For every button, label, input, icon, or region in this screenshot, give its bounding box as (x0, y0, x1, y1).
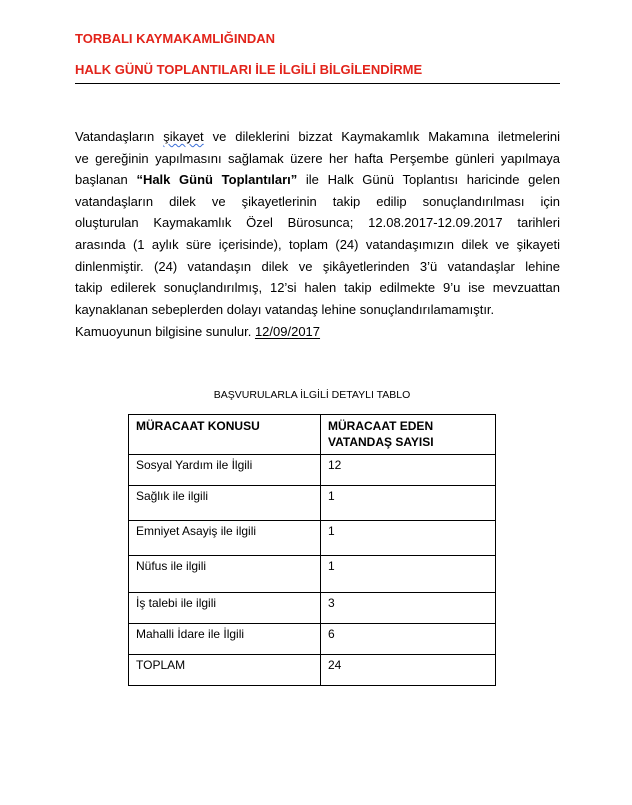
row-subject: Sosyal Yardım ile İlgili (129, 455, 321, 486)
paragraph-line: oluşturulan Kaymakamlık Özel Bürosunca; 12.08.2017-12.09.2017 tarihleri (75, 215, 560, 231)
closing-date: 12/09/2017 (254, 324, 321, 339)
row-count: 1 (321, 521, 496, 556)
meeting-name-bold: “Halk Günü Toplantıları” (136, 172, 298, 188)
spellcheck-word: şikayet (163, 129, 204, 144)
table-row (129, 455, 496, 486)
paragraph-text: Vatandaşların (75, 129, 164, 144)
paragraph-line: takip edilerek sonuçlandırılmış, 12’si halen takip edilmekte 9’u ise mevzuattan (75, 280, 560, 296)
row-count: 1 (321, 556, 496, 593)
row-count: 1 (321, 486, 496, 521)
table-row (129, 521, 496, 556)
body-paragraph (75, 126, 560, 320)
paragraph-text: ve dileklerini bizzat Kaymakamlık Makamına iletmelerini (203, 129, 561, 144)
row-subject: İş talebi ile ilgili (129, 593, 321, 624)
row-count: 24 (321, 655, 496, 686)
table-header-row (129, 415, 496, 455)
paragraph-line: dinlenmiştir. (24) vatandaşın dilek ve şikâyetlerinden 3’ü vatandaşlar lehine (75, 258, 560, 274)
header-count-line: MÜRACAAT EDEN (328, 419, 434, 433)
paragraph-line (75, 126, 560, 148)
closing-line (75, 324, 320, 339)
paragraph-line (75, 169, 560, 191)
paragraph-line: kaynaklanan sebeplerden dolayı vatandaş lehine sonuçlandırılamamıştır. (75, 301, 495, 317)
closing-text: Kamuoyunun bilgisine sunulur. (75, 324, 255, 339)
table-row (129, 593, 496, 624)
paragraph-line: ve gereğinin yapılmasını sağlamak üzere her hafta Perşembe günleri yapılmaya (75, 150, 560, 166)
paragraph-text: ile Halk Günü Toplantısı haricinde gelen (297, 172, 560, 188)
row-count: 6 (321, 624, 496, 655)
row-subject: Sağlık ile ilgili (129, 486, 321, 521)
paragraph-text: başlanan (75, 172, 137, 188)
table-caption: BAŞVURULARLA İLGİLİ DETAYLI TABLO (213, 389, 411, 401)
paragraph-line: arasında (1 aylık süre içerisinde), toplam (24) vatandaşımızın dilek ve şikayeti (75, 236, 560, 252)
paragraph-line: vatandaşların dilek ve şikayetlerinin takip edilip sonuçlandırılması için (75, 193, 560, 209)
table-row (129, 556, 496, 593)
heading-divider (75, 83, 560, 84)
row-subject: TOPLAM (129, 655, 321, 686)
row-subject: Emniyet Asayiş ile ilgili (129, 521, 321, 556)
row-subject: Nüfus ile ilgili (129, 556, 321, 593)
table-row (129, 486, 496, 521)
header-count-line: VATANDAŞ SAYISI (328, 435, 434, 449)
applications-table (128, 414, 496, 686)
heading-authority: TORBALI KAYMAKAMLIĞINDAN (75, 31, 276, 46)
header-count (321, 415, 496, 455)
row-subject: Mahalli İdare ile İlgili (129, 624, 321, 655)
row-count: 3 (321, 593, 496, 624)
row-count: 12 (321, 455, 496, 486)
heading-subject: HALK GÜNÜ TOPLANTILARI İLE İLGİLİ BİLGİLENDİRME (75, 62, 423, 77)
table-row-total (129, 655, 496, 686)
table-row (129, 624, 496, 655)
header-subject: MÜRACAAT KONUSU (129, 415, 321, 455)
